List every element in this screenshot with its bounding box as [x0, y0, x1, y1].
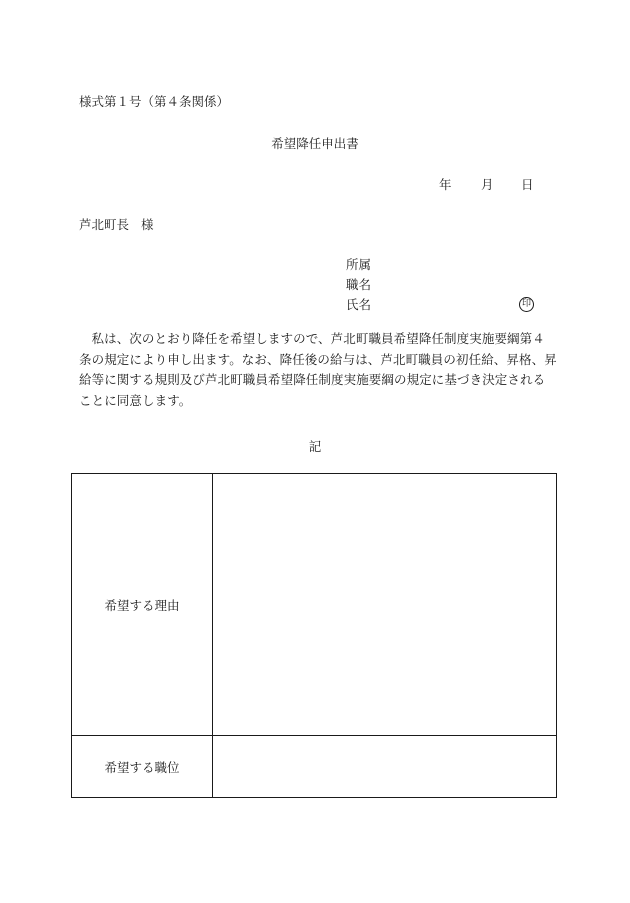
table-row-reason: [72, 474, 557, 736]
desired-position-field[interactable]: [213, 736, 557, 798]
desired-position-label: 希望する職位: [72, 736, 213, 798]
reason-field[interactable]: [213, 474, 557, 736]
applicant-position-label: 職名: [346, 277, 372, 292]
table-row-position: [72, 736, 557, 798]
declaration-paragraph: 私は、次のとおり降任を希望しますので、芦北町職員希望降任制度実施要綱第４条の規定により申し出ます。なお、降任後の給与は、芦北町職員の初任給、昇格、昇給等に関する規則及び芦北町職員希望降任制度実施要綱の規定に基づき決定されることに同意します。: [79, 331, 557, 408]
seal-mark-icon: 印: [519, 297, 534, 312]
addressee-honorific: 様: [141, 217, 154, 232]
date-month-label: 月: [481, 177, 494, 192]
addressee-name: 芦北町長: [79, 217, 130, 232]
reason-label: 希望する理由: [72, 474, 213, 736]
form-number: 様式第１号（第４条関係）: [79, 94, 230, 109]
date-day-label: 日: [521, 177, 534, 192]
document-title: 希望降任申出書: [271, 136, 359, 151]
request-table: [71, 473, 557, 798]
date-year-label: 年: [439, 177, 452, 192]
applicant-name-label: 氏名: [346, 297, 372, 312]
applicant-affiliation-label: 所属: [346, 257, 372, 272]
record-heading: 記: [308, 439, 322, 454]
addressee: [79, 219, 154, 232]
